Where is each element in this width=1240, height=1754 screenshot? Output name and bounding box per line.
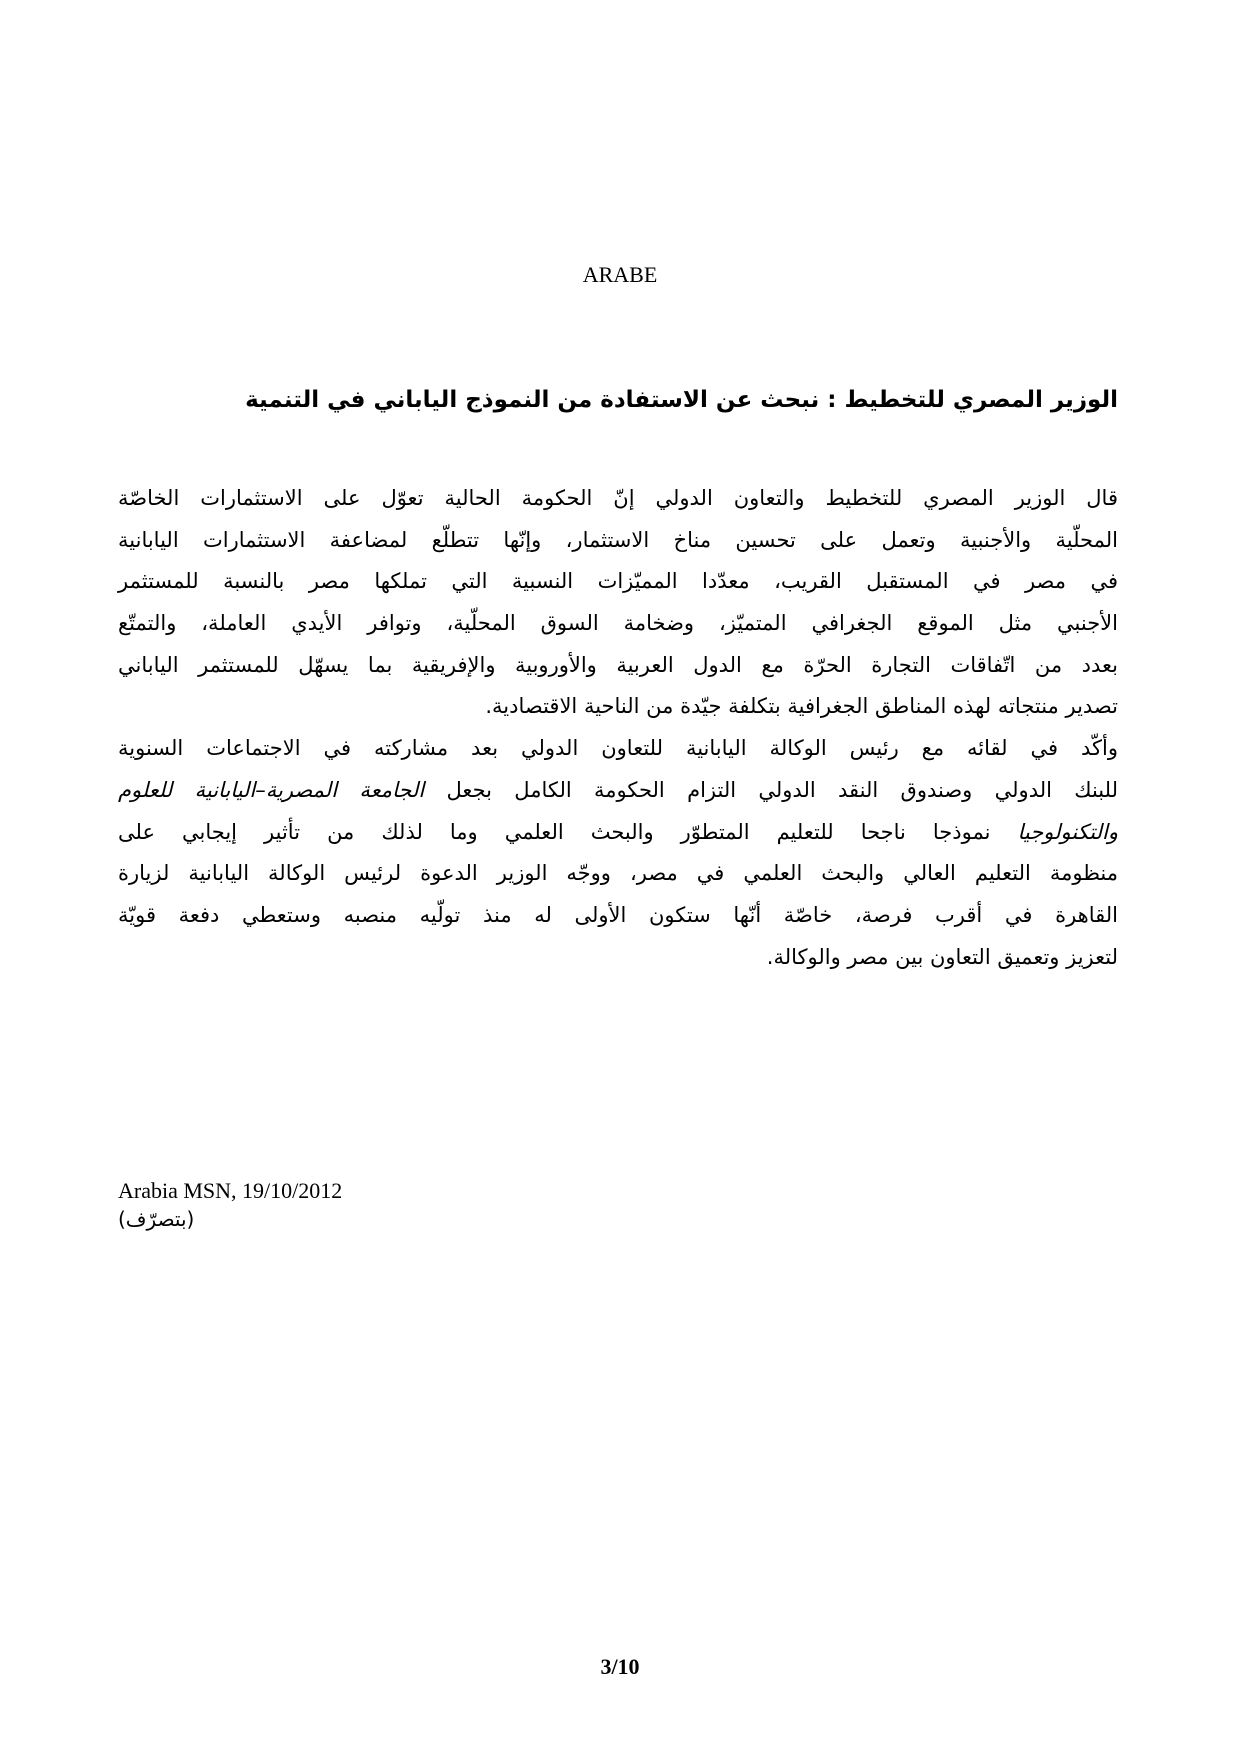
body-line: المحلّية والأجنبية وتعمل على تحسين مناخ الاستثمار، وإنّها تتطلّع لمضاعفة الاستثمارات اليابانية bbox=[118, 527, 1118, 552]
source-citation: Arabia MSN, 19/10/2012 bbox=[118, 1178, 343, 1203]
body-line: الأجنبي مثل الموقع الجغرافي المتميّز، وضخامة السوق المحلّية، وتوافر الأيدي العاملة، والتمتّع bbox=[118, 611, 1118, 636]
article-body bbox=[118, 478, 1118, 978]
body-line: القاهرة في أقرب فرصة، خاصّة أنّها ستكون الأولى له منذ تولّيه منصبه وستعطي دفعة قويّة bbox=[118, 902, 1118, 927]
body-line: في مصر في المستقبل القريب، معدّدا المميّزات النسبية التي تملكها مصر بالنسبة للمستثمر bbox=[118, 569, 1118, 594]
body-text-segment: نموذجا ناجحا للتعليم المتطوّر والبحث العلمي وما لذلك من تأثير إيجابي على bbox=[118, 819, 991, 844]
page-number: 3/10 bbox=[600, 1654, 640, 1679]
article-title: الوزير المصري للتخطيط : نبحث عن الاستفادة من النموذج الياباني في التنمية bbox=[245, 387, 1118, 413]
body-line: تصدير منتجاته لهذه المناطق الجغرافية بتكلفة جيّدة من الناحية الاقتصادية. bbox=[485, 694, 1118, 719]
body-line: منظومة التعليم العالي والبحث العلمي في مصر، ووجّه الوزير الدعوة لرئيس الوكالة اليابانية لزيارة bbox=[118, 861, 1118, 886]
adapted-note: (بتصرّف) bbox=[118, 1207, 195, 1231]
body-line bbox=[118, 770, 1118, 812]
body-line: قال الوزير المصري للتخطيط والتعاون الدولي إنّ الحكومة الحالية تعوّل على الاستثمارات الخاصّة bbox=[118, 486, 1118, 510]
university-name: الجامعة المصرية–اليابانية للعلوم bbox=[118, 777, 425, 802]
body-line bbox=[118, 812, 1118, 854]
body-text-segment: للبنك الدولي وصندوق النقد الدولي التزام الحكومة الكامل بجعل bbox=[446, 777, 1118, 802]
university-name-end: والتكنولوجيا bbox=[1017, 819, 1118, 844]
body-line: بعدد من اتّفاقات التجارة الحرّة مع الدول العربية والأوروبية والإفريقية بما يسهّل للمستثمر الياباني bbox=[118, 652, 1118, 677]
body-line: وأكّد في لقائه مع رئيس الوكالة اليابانية للتعاون الدولي بعد مشاركته في الاجتماعات السنوية bbox=[118, 736, 1118, 761]
language-label: ARABE bbox=[582, 262, 658, 287]
body-line: لتعزيز وتعميق التعاون بين مصر والوكالة. bbox=[766, 944, 1118, 969]
